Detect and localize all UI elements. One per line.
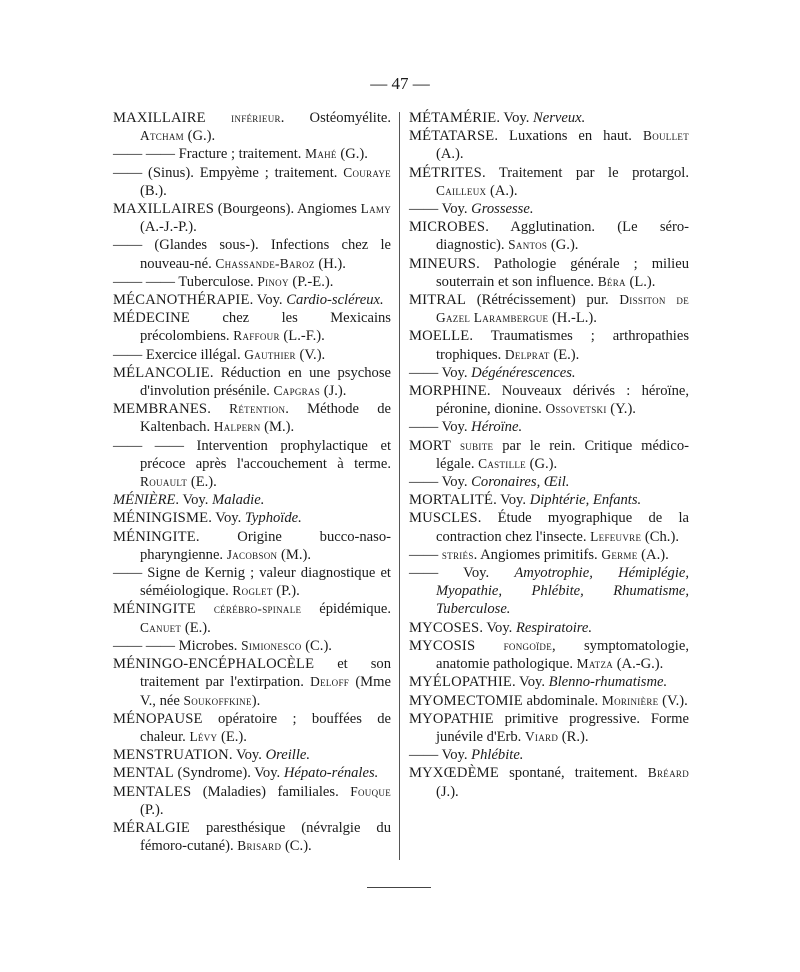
author-name: fongoïde bbox=[503, 637, 553, 653]
index-entry bbox=[409, 509, 689, 545]
entry-text: paresthésique (névralgie du fémoro-cutané). bbox=[140, 819, 391, 855]
entry-heading: MÉRALGIE bbox=[113, 819, 190, 836]
entry-text: —— —— Microbes. bbox=[113, 637, 242, 654]
entry-heading: MINEURS bbox=[409, 255, 477, 272]
entry-text bbox=[475, 638, 503, 654]
entry-text: (Rétrécissement) pur. bbox=[466, 292, 620, 309]
entry-text: . Traitement par le protargol. bbox=[481, 164, 689, 181]
entry-text: spontané, traitement. bbox=[498, 765, 648, 782]
entry-text: —— —— Fracture ; traitement. bbox=[113, 146, 306, 163]
entry-text: (V.). bbox=[295, 346, 326, 363]
cross-reference: Phlébite. bbox=[471, 747, 524, 764]
entry-text: . Voy. bbox=[175, 492, 213, 509]
author-name: Atcham bbox=[140, 128, 184, 144]
entry-heading: MÉTRITES bbox=[409, 164, 482, 181]
index-entry bbox=[113, 710, 391, 746]
entry-text: . Nouveaux dérivés : héroïne, péronine, dionine. bbox=[436, 383, 689, 418]
entry-text: —— —— Intervention prophylactique et précoce après l'accouchement à terme. bbox=[113, 437, 391, 472]
index-entry bbox=[113, 509, 391, 527]
index-column-left bbox=[113, 109, 391, 855]
index-entry bbox=[409, 109, 689, 127]
index-entry bbox=[113, 764, 391, 782]
index-entry bbox=[409, 437, 689, 473]
author-name: Morinière bbox=[601, 692, 659, 708]
author-name: Lefeuvre bbox=[590, 528, 642, 544]
author-name: Fouque bbox=[350, 783, 391, 799]
entry-heading: MÉLANCOLIE bbox=[113, 364, 210, 381]
entry-text: —— —— Tuberculose. bbox=[113, 273, 258, 290]
entry-text: —— Voy. bbox=[409, 201, 472, 218]
entry-text: abdominale. bbox=[522, 692, 602, 709]
author-name: Santos bbox=[508, 237, 548, 253]
entry-text: (L.-F.). bbox=[279, 328, 325, 345]
entry-text: . Voy. bbox=[249, 292, 287, 309]
index-entry bbox=[409, 418, 689, 436]
column-divider bbox=[399, 112, 400, 860]
index-entry bbox=[113, 437, 391, 492]
entry-heading: MYOPATHIE bbox=[409, 710, 494, 727]
author-name: cérébro-spinale bbox=[213, 601, 302, 617]
cross-reference: Amyotrophie, Hémiplégie, Myopathie, Phlébite, Rhumatisme, Tuberculose. bbox=[436, 565, 690, 618]
index-entry bbox=[409, 255, 689, 291]
entry-text: —— Voy. bbox=[409, 565, 515, 582]
entry-heading: MÉTAMÉRIE bbox=[409, 110, 497, 126]
entry-heading: MICROBES bbox=[409, 219, 486, 236]
entry-heading: MÉNINGO-ENCÉPHALOCÈLE bbox=[113, 656, 315, 673]
entry-heading: MAXILLAIRE bbox=[113, 110, 232, 126]
author-name: Béra bbox=[597, 273, 626, 289]
author-name: Bréard bbox=[647, 765, 689, 781]
author-name: Rouault bbox=[140, 474, 188, 490]
entry-text: . Luxations en haut. bbox=[494, 128, 643, 145]
entry-text: . Réduction en une psychose d'involution présénile. bbox=[140, 364, 391, 400]
author-name: Viard bbox=[524, 728, 559, 744]
author-name: Mahé bbox=[305, 146, 337, 162]
cross-reference: Nerveux. bbox=[533, 110, 586, 126]
entry-text: (R.). bbox=[558, 728, 589, 745]
author-name: Brisard bbox=[237, 838, 282, 854]
cross-reference: Diphtérie, Enfants. bbox=[529, 492, 642, 509]
entry-text: (H.-L.). bbox=[548, 310, 597, 327]
index-entry bbox=[409, 382, 689, 418]
entry-text: (Ch.). bbox=[641, 528, 679, 545]
entry-text: —— Voy. bbox=[409, 419, 472, 436]
entry-text: (A.). bbox=[486, 182, 518, 199]
author-name: striés bbox=[441, 546, 474, 562]
index-entry bbox=[409, 200, 689, 218]
index-entry bbox=[409, 327, 689, 363]
author-name: Castille bbox=[478, 455, 526, 471]
cross-reference: Coronaires, Œil. bbox=[471, 474, 570, 491]
cross-reference: MÉNIÈRE bbox=[113, 492, 176, 509]
entry-text: et son traitement par l'extirpation. bbox=[140, 656, 391, 691]
entry-heading: MÉTATARSE bbox=[409, 128, 495, 145]
entry-heading: MENTAL bbox=[113, 765, 174, 782]
author-name: Couraye bbox=[343, 164, 391, 180]
author-name: Cailleux bbox=[436, 182, 487, 198]
cross-reference: Respiratoire. bbox=[515, 619, 593, 636]
index-entry bbox=[113, 637, 391, 655]
index-entry bbox=[113, 819, 391, 855]
index-entry bbox=[113, 746, 391, 764]
end-rule bbox=[367, 887, 431, 888]
entry-heading: MORT bbox=[409, 437, 452, 454]
entry-text: (P.). bbox=[140, 801, 164, 818]
entry-text: . Ostéomyélite. bbox=[280, 110, 392, 126]
entry-text: (A.). bbox=[436, 146, 464, 163]
entry-text: (E.). bbox=[181, 619, 211, 636]
entry-text: chez les Mexicains précolombiens. bbox=[140, 310, 391, 345]
entry-text: (A.-J.-P.). bbox=[140, 219, 197, 236]
entry-text: —— Voy. bbox=[409, 747, 472, 764]
index-entry bbox=[113, 145, 391, 163]
entry-text bbox=[451, 438, 460, 454]
entry-heading: MÉNINGITE bbox=[113, 528, 196, 545]
index-entry bbox=[113, 491, 391, 509]
index-entry bbox=[113, 400, 391, 436]
entry-heading: MÉNOPAUSE bbox=[113, 710, 203, 727]
index-entry bbox=[409, 619, 689, 637]
index-entry bbox=[409, 127, 689, 163]
author-name: Roglet bbox=[232, 583, 273, 599]
entry-text: épidémique. bbox=[301, 601, 391, 618]
cross-reference: Blenno-rhumatisme. bbox=[548, 674, 668, 691]
entry-text: par le rein. Critique médico-légale. bbox=[436, 437, 689, 472]
entry-text: —— (Sinus). Empyème ; traitement. bbox=[113, 164, 344, 181]
entry-text: (A.). bbox=[637, 546, 669, 563]
entry-heading: MYCOSES bbox=[409, 619, 480, 636]
author-name: Soukoffkine bbox=[183, 692, 252, 708]
entry-heading: MORPHINE bbox=[409, 383, 487, 400]
author-name: inférieur bbox=[231, 110, 281, 125]
entry-text: (C.). bbox=[281, 838, 312, 855]
entry-heading: MENTALES bbox=[113, 783, 192, 800]
author-name: Canuet bbox=[140, 619, 182, 635]
entry-text: (E.). bbox=[549, 346, 580, 363]
index-entry bbox=[409, 291, 689, 327]
page-number: — 47 — bbox=[370, 74, 430, 93]
author-name: Deloff bbox=[310, 674, 350, 690]
entry-text: . Voy. bbox=[228, 747, 266, 764]
entry-text: . Agglutination. (Le séro-diagnostic). bbox=[436, 219, 689, 254]
entry-text: primitive progressive. Forme junévile d'Erb. bbox=[436, 710, 689, 745]
entry-text: (J.). bbox=[436, 783, 459, 800]
index-entry bbox=[113, 291, 391, 309]
index-entry bbox=[409, 473, 689, 491]
entry-heading: MYÉLOPATHIE bbox=[409, 674, 513, 691]
index-entry bbox=[113, 600, 391, 636]
entry-text: (H.). bbox=[314, 255, 346, 272]
index-entry bbox=[113, 564, 391, 600]
entry-text: (A.-G.). bbox=[613, 656, 664, 673]
index-entry bbox=[409, 637, 689, 673]
index-column-right bbox=[409, 109, 689, 801]
entry-text: (Mme V., née bbox=[140, 674, 391, 709]
index-entry bbox=[409, 692, 689, 710]
entry-text: . bbox=[207, 401, 230, 418]
entry-text: (G.). bbox=[336, 146, 368, 163]
index-entry bbox=[113, 655, 391, 710]
entry-text: (E.). bbox=[217, 728, 247, 745]
index-entry bbox=[113, 783, 391, 819]
entry-text: . Pathologie générale ; milieu souterrain et son influence. bbox=[436, 255, 689, 290]
index-entry bbox=[113, 346, 391, 364]
author-name: Matza bbox=[576, 656, 614, 672]
entry-heading: MEMBRANES bbox=[113, 401, 208, 418]
entry-text: . Voy. bbox=[493, 492, 530, 509]
entry-heading: MÉNINGITE bbox=[113, 601, 196, 618]
author-name: Gauthier bbox=[244, 346, 296, 362]
index-entry bbox=[409, 673, 689, 691]
entry-text: (P.-E.). bbox=[288, 273, 334, 290]
entry-text: (J.). bbox=[320, 383, 347, 400]
index-entry bbox=[409, 546, 689, 564]
cross-reference: Cardio-scléreux. bbox=[286, 292, 384, 309]
entry-text: . Voy. bbox=[496, 110, 534, 126]
index-entry bbox=[113, 528, 391, 564]
entry-text: . Méthode de Kaltenbach. bbox=[140, 401, 391, 436]
author-name: Boullet bbox=[642, 128, 689, 144]
author-name: Raffour bbox=[233, 328, 280, 344]
entry-text: . Voy. bbox=[512, 674, 549, 691]
entry-text: (G.). bbox=[547, 237, 579, 254]
entry-text: (M.). bbox=[277, 546, 312, 563]
entry-text: (Y.). bbox=[606, 401, 636, 418]
entry-text: —— Voy. bbox=[409, 364, 472, 381]
cross-reference: Oreille. bbox=[265, 747, 311, 764]
index-entry bbox=[113, 200, 391, 236]
cross-reference: Grossesse. bbox=[471, 201, 534, 218]
entry-text: . Étude myographique de la contraction chez l'insecte. bbox=[436, 510, 689, 545]
entry-text: (M.). bbox=[260, 419, 295, 436]
entry-text: —— Exercice illégal. bbox=[113, 346, 245, 363]
author-name: Delprat bbox=[504, 346, 550, 362]
index-entry bbox=[409, 746, 689, 764]
entry-text: —— (Glandes sous-). Infections chez le nouveau-né. bbox=[113, 237, 391, 272]
entry-heading: MÉNINGISME bbox=[113, 510, 209, 527]
entry-heading: MUSCLES bbox=[409, 510, 478, 527]
author-name: Lamy bbox=[360, 201, 391, 217]
index-entry bbox=[113, 309, 391, 345]
entry-text: ). bbox=[251, 692, 261, 709]
entry-text: (P.). bbox=[272, 583, 300, 600]
entry-heading: MÉCANOTHÉRAPIE bbox=[113, 292, 250, 309]
entry-heading: MENSTRUATION bbox=[113, 747, 229, 764]
entry-heading: MÉDECINE bbox=[113, 310, 190, 327]
entry-text: . Angiomes primitifs. bbox=[473, 546, 602, 563]
index-entry bbox=[113, 164, 391, 200]
index-entry bbox=[409, 218, 689, 254]
entry-text: —— Signe de Kernig ; valeur diagnostique et séméiologique. bbox=[113, 565, 391, 600]
author-name: Jacobson bbox=[226, 546, 278, 562]
cross-reference: Dégénérescences. bbox=[471, 364, 576, 381]
cross-reference: Typhoïde. bbox=[244, 510, 302, 527]
author-name: Lévy bbox=[189, 728, 218, 744]
entry-text: . Voy. bbox=[479, 619, 516, 636]
entry-text: (G.). bbox=[183, 128, 216, 145]
index-entry bbox=[409, 764, 689, 800]
entry-text: (L.). bbox=[625, 273, 656, 290]
entry-text: —— Voy. bbox=[409, 474, 472, 491]
index-entry bbox=[409, 164, 689, 200]
author-name: Simionesco bbox=[241, 637, 302, 653]
entry-heading: MYCOSIS bbox=[409, 637, 476, 654]
entry-text: (E.). bbox=[187, 474, 217, 491]
entry-text: . Origine bucco-naso-pharyngienne. bbox=[140, 528, 391, 563]
cross-reference: Maladie. bbox=[212, 492, 265, 509]
entry-text: . Voy. bbox=[208, 510, 245, 527]
entry-heading: MITRAL bbox=[409, 292, 467, 309]
cross-reference: Héroïne. bbox=[471, 419, 523, 436]
index-entry bbox=[113, 364, 391, 400]
author-name: Dissiton de Gazel Larambergue bbox=[436, 292, 689, 326]
author-name: Pinoy bbox=[257, 273, 289, 289]
entry-heading: MYXŒDÈME bbox=[409, 765, 499, 782]
entry-heading: MOELLE bbox=[409, 328, 470, 345]
entry-heading: MORTALITÉ bbox=[409, 492, 494, 509]
author-name: Chassande-Baroz bbox=[215, 255, 315, 271]
index-entry bbox=[113, 109, 391, 145]
index-entry bbox=[409, 364, 689, 382]
author-name: Halpern bbox=[213, 419, 261, 435]
author-name: Germe bbox=[601, 546, 638, 562]
index-entry bbox=[113, 273, 391, 291]
entry-text: . Traumatismes ; arthropathies trophiques. bbox=[436, 328, 689, 363]
entry-text bbox=[196, 601, 214, 617]
author-name: Rétention bbox=[229, 401, 286, 417]
entry-text: (B.). bbox=[140, 182, 167, 199]
entry-text: (C.). bbox=[301, 637, 332, 654]
index-entry bbox=[409, 564, 689, 619]
entry-text: (Bourgeons). Angiomes bbox=[214, 201, 361, 218]
entry-text: —— bbox=[409, 546, 442, 563]
entry-text: (V.). bbox=[658, 692, 688, 709]
index-entry bbox=[113, 236, 391, 272]
author-name: subite bbox=[460, 437, 494, 453]
index-entry bbox=[409, 710, 689, 746]
author-name: Capgras bbox=[273, 383, 321, 399]
entry-text: (Syndrome). Voy. bbox=[173, 765, 284, 782]
author-name: Ossovetski bbox=[545, 401, 607, 417]
entry-text: , symptomatologie, anatomie pathologique. bbox=[436, 637, 689, 673]
entry-text: (Maladies) familiales. bbox=[191, 783, 351, 800]
entry-text: (G.). bbox=[525, 455, 558, 472]
entry-heading: MYOMECTOMIE bbox=[409, 692, 523, 709]
cross-reference: Hépato-rénales. bbox=[283, 765, 379, 782]
index-entry bbox=[409, 491, 689, 509]
entry-heading: MAXILLAIRES bbox=[113, 201, 215, 218]
entry-text: opératoire ; bouffées de chaleur. bbox=[140, 710, 391, 745]
